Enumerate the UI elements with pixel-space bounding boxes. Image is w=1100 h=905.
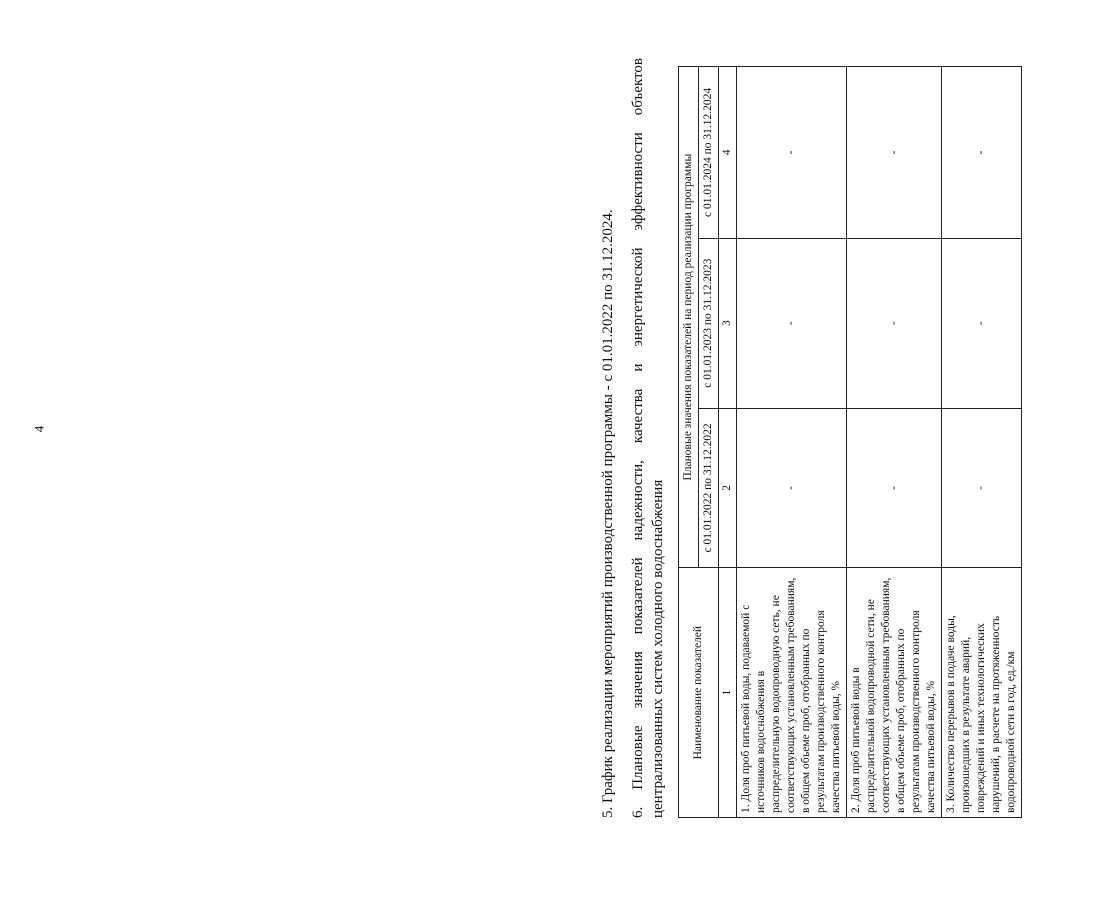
rotated-content	[600, 58, 1100, 818]
value-cell: -	[847, 408, 942, 568]
col-number: 1	[719, 568, 737, 818]
header-period-2022: с 01.01.2022 по 31.12.2022	[699, 408, 719, 568]
col-number: 2	[719, 408, 737, 568]
table-row	[847, 67, 942, 818]
table-row	[942, 67, 1022, 818]
header-period-2023: с 01.01.2023 по 31.12.2023	[699, 238, 719, 408]
indicator-name: 1. Доля проб питьевой воды, подаваемой с источников водоснабжения в распределительную водопроводную сеть, не соответствующих установленным требованиям, в общем объеме проб, отобранных по результатам производственного контроля качества питьевой воды, %	[737, 568, 847, 818]
table-row	[737, 67, 847, 818]
value-cell: -	[847, 238, 942, 408]
section-5-heading: 5. График реализации мероприятий производственной программы - с 01.01.2022 по 31.12.2024.	[600, 209, 616, 818]
col-number: 3	[719, 238, 737, 408]
page-number: 4	[31, 425, 47, 433]
indicator-name: 2. Доля проб питьевой воды в распределительной водопроводной сети, не соответствующих установленным требованиям, в общем объеме проб, отобранных по результатам производственного контроля качества питьевой воды, %	[847, 568, 942, 818]
header-indicator-name: Наименование показателей	[679, 568, 719, 818]
indicators-table	[678, 66, 1022, 818]
value-cell: -	[737, 238, 847, 408]
value-cell: -	[737, 408, 847, 568]
value-cell: -	[942, 408, 1022, 568]
value-cell: -	[737, 67, 847, 239]
header-period-2024: с 01.01.2024 по 31.12.2024	[699, 67, 719, 239]
indicator-name: 3. Количество перерывов в подаче воды, произошедших в результате аварий, повреждений и иных технологических нарушений, в расчете на протяженность водопроводной сети в год, ед./км	[942, 568, 1022, 818]
header-plan-values: Плановые значения показателей на период реализации программы	[679, 67, 699, 568]
value-cell: -	[942, 238, 1022, 408]
section-6-heading: 6. Плановые значения показателей надежности, качества и энергетической эффективности объектов централизованных систем холодного водоснабжения	[630, 58, 666, 818]
col-number: 4	[719, 67, 737, 239]
value-cell: -	[847, 67, 942, 239]
value-cell: -	[942, 67, 1022, 239]
